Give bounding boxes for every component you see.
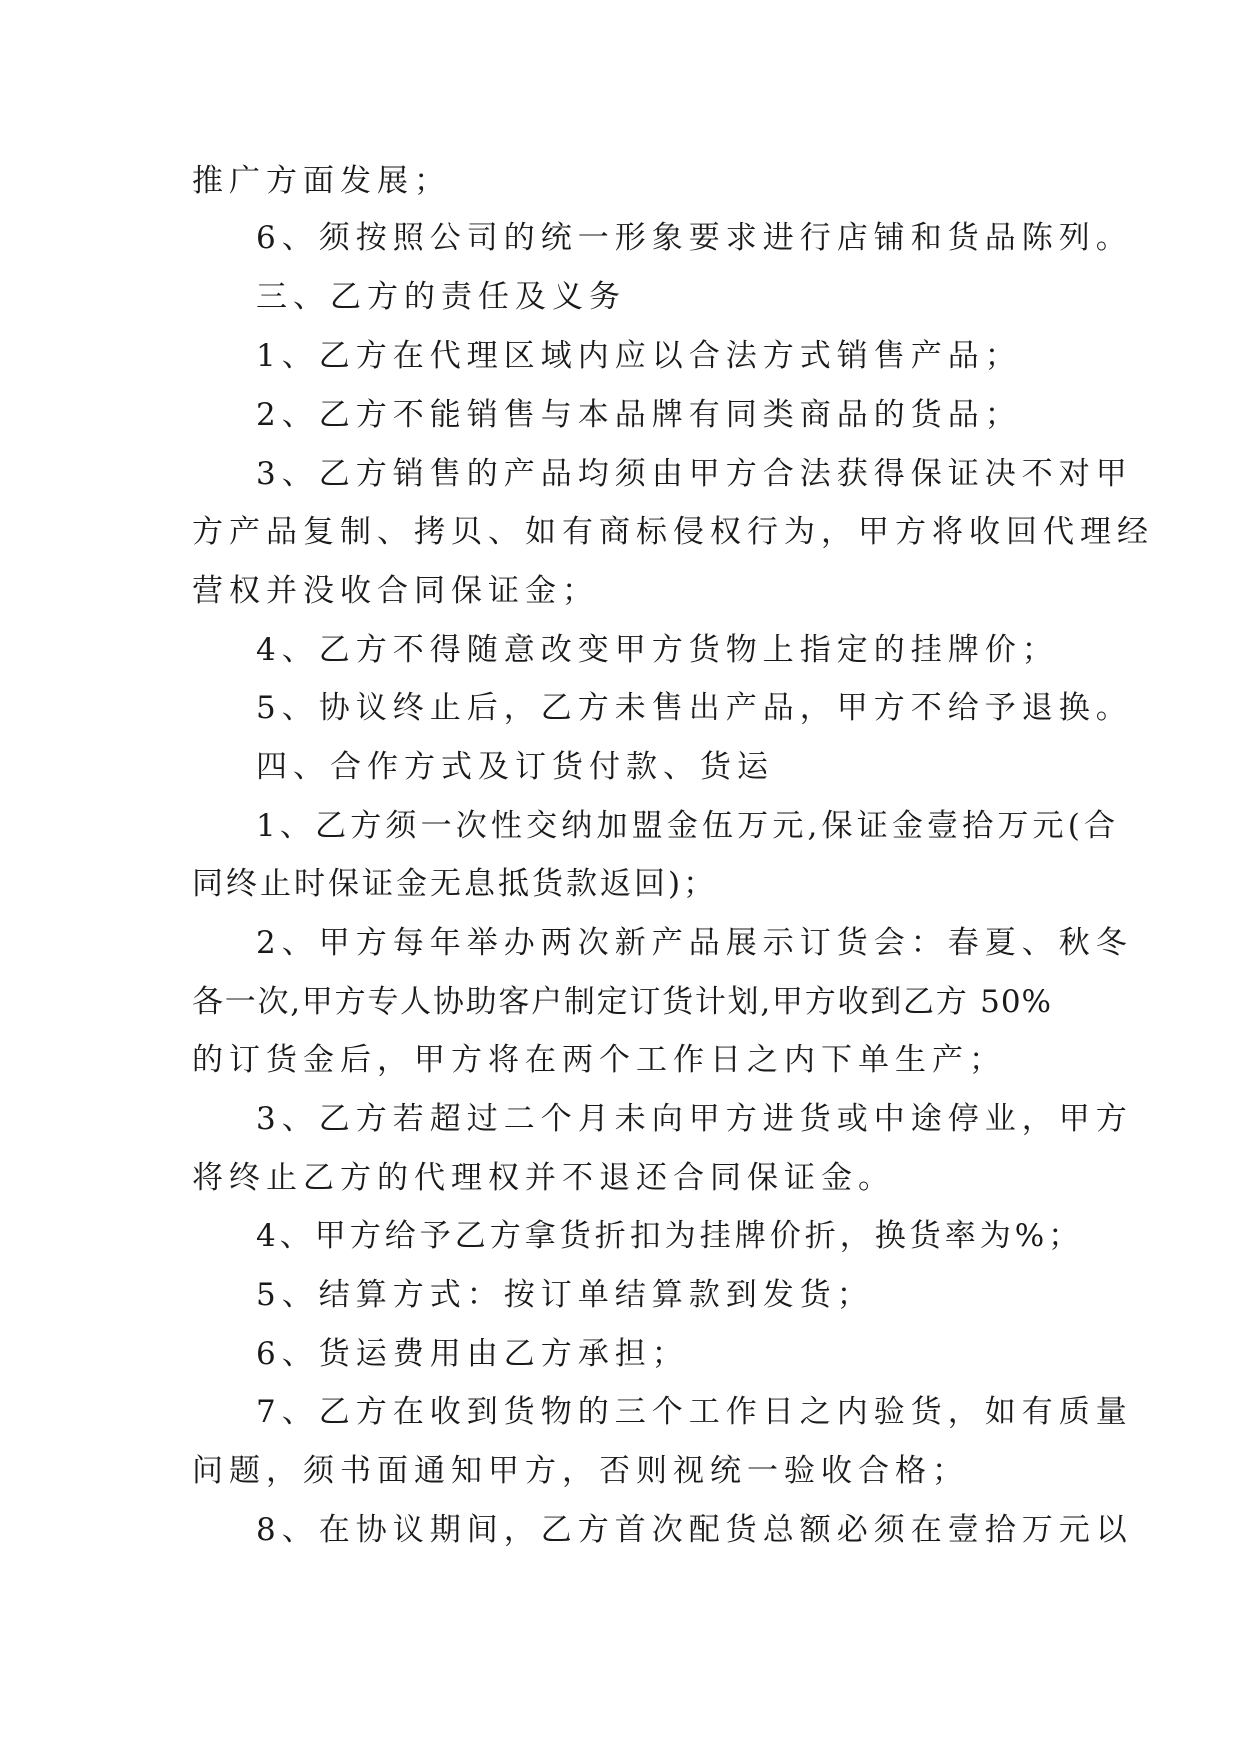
clause-item: 4、乙方不得随意改变甲方货物上指定的挂牌价； [256,632,1059,668]
paragraph-line: 推广方面发展； [192,163,451,199]
paragraph-line: 各一次,甲方专人协助客户制定订货计划,甲方收到乙方 50% [192,984,1052,1020]
clause-item: 4、甲方给予乙方拿货折扣为挂牌价折，换货率为%； [256,1218,1084,1254]
clause-item: 1、乙方在代理区域内应以合法方式销售产品； [256,338,1022,374]
clause-item: 6、货运费用由乙方承担； [256,1336,689,1372]
paragraph-line: 问题，须书面通知甲方，否则视统一验收合格； [192,1453,969,1489]
paragraph-line: 营权并没收合同保证金； [192,573,599,609]
paragraph-line: 同终止时保证金无息抵货款返回)； [192,866,718,902]
clause-item: 7、乙方在收到货物的三个工作日之内验货，如有质量 [256,1394,1133,1430]
clause-item: 6、须按照公司的统一形象要求进行店铺和货品陈列。 [256,220,1133,256]
paragraph-line: 将终止乙方的代理权并不退还合同保证金。 [192,1160,895,1196]
clause-item: 5、结算方式：按订单结算款到发货； [256,1277,874,1313]
clause-item: 3、乙方销售的产品均须由甲方合法获得保证决不对甲 [256,456,1133,492]
paragraph-line: 方产品复制、拷贝、如有商标侵权行为，甲方将收回代理经 [192,514,1154,550]
paragraph-line: 的订货金后，甲方将在两个工作日之内下单生产； [192,1042,1006,1078]
clause-item: 1、乙方须一次性交纳加盟金伍万元,保证金壹拾万元(合 [256,808,1116,844]
section-heading: 四、合作方式及订货付款、货运 [256,749,774,785]
clause-item: 2、甲方每年举办两次新产品展示订货会：春夏、秋冬 [256,925,1133,961]
section-heading: 三、乙方的责任及义务 [256,279,626,315]
clause-item: 2、乙方不能销售与本品牌有同类商品的货品； [256,397,1022,433]
clause-item: 8、在协议期间，乙方首次配货总额必须在壹拾万元以 [256,1512,1133,1548]
clause-item: 5、协议终止后，乙方未售出产品，甲方不给予退换。 [256,690,1133,726]
clause-item: 3、乙方若超过二个月未向甲方进货或中途停业，甲方 [256,1101,1133,1137]
